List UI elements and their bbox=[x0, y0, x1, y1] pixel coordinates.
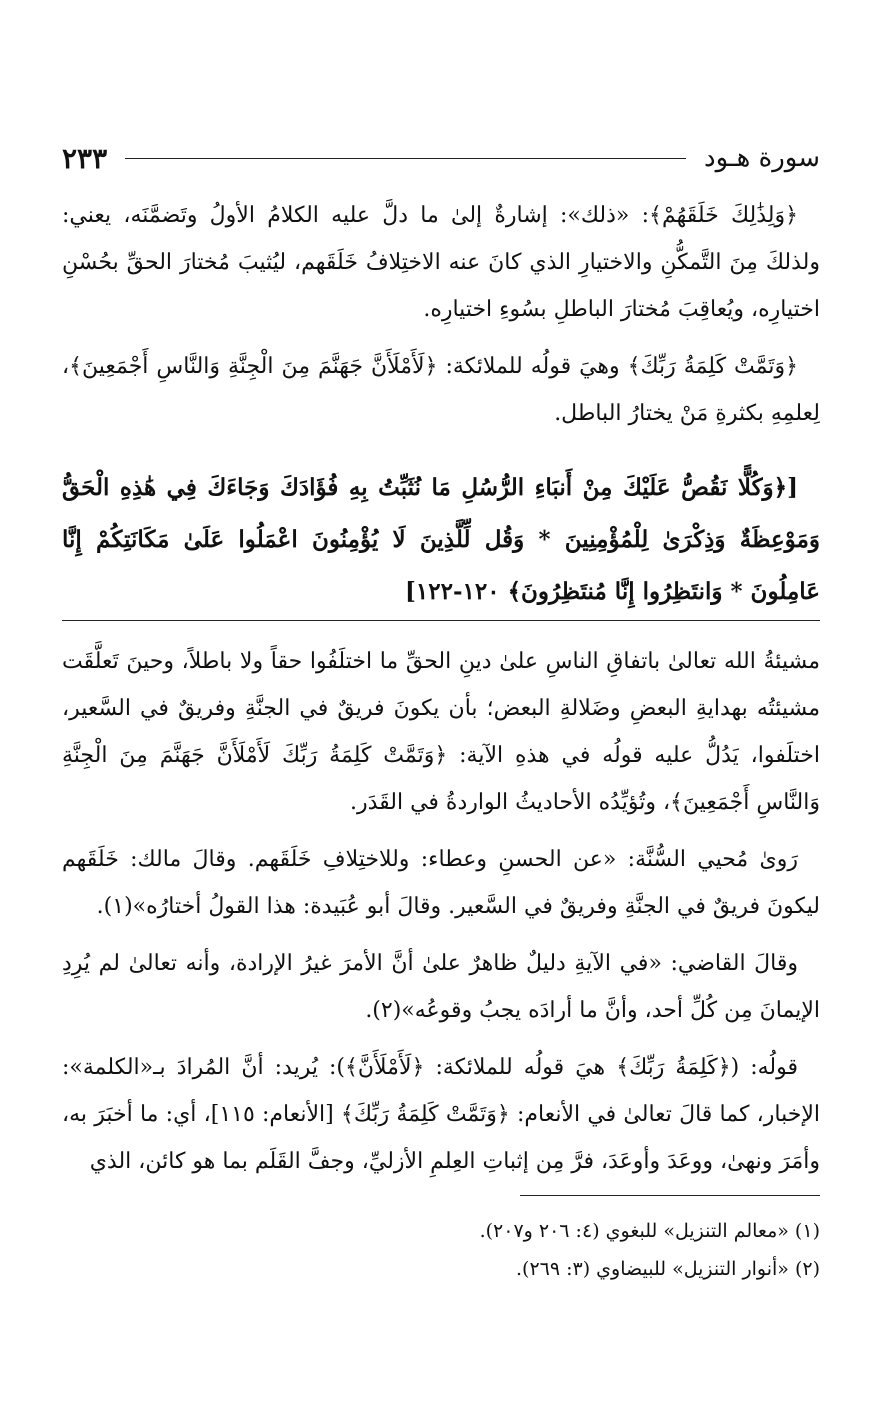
quran-passage bbox=[62, 462, 820, 618]
paragraph: رَوىٰ مُحيي السُّنَّة: «عن الحسنِ وعطاء: وللاختِلافِ خَلَقَهم. وقالَ مالك: خَلَقَهم ليكونَ فريقٌ في الجنَّةِ وفريقٌ في السَّعير. وقالَ أبو عُبَيدة: هذا القولُ أختارُه»(١). bbox=[62, 847, 820, 919]
paragraph: ﴿وَتَمَّتْ كَلِمَةُ رَبِّكَ﴾ وهيَ قولُه للملائكة: ﴿لَأَمْلَأَنَّ جَهَنَّمَ مِنَ الْجِنَّةِ وَالنَّاسِ أَجْمَعِينَ﴾، لِعلمِهِ بكثرةِ مَنْ يختارُ الباطل. bbox=[62, 354, 820, 426]
commentary-section bbox=[62, 638, 820, 1185]
footnote: (٢) «أنوار التنزيل» للبيضاوي (٣: ٢٦٩). bbox=[515, 1258, 820, 1280]
paragraph: ﴿وَلِذَٰلِكَ خَلَقَهُمْ﴾: «ذلك»: إشارةٌ إلىٰ ما دلَّ عليه الكلامُ الأولُ وتَضمَّنَه، يعني: ولذلكَ مِنَ التَّمكُّنِ والاختيارِ الذي كانَ عنه الاختِلافُ خَلَقَهم، ليُثيبَ مُختارَ الحقِّ بحُسْنِ اختيارِه، ويُعاقِبَ مُختارَ الباطلِ بسُوءِ اختيارِه. bbox=[62, 203, 820, 322]
paragraph: وقالَ القاضي: «في الآيةِ دليلٌ ظاهرٌ علىٰ أنَّ الأمرَ غيرُ الإرادة، وأنه تعالىٰ لم يُرِدِ الإيمانَ مِن كُلِّ أحد، وأنَّ ما أرادَه يجبُ وقوعُه»(٢). bbox=[62, 951, 820, 1023]
header-rule bbox=[125, 158, 686, 159]
paragraph: مشيئةُ الله تعالىٰ باتفاقِ الناسِ علىٰ دينِ الحقِّ ما اختلَفُوا حقاً ولا باطلاً، وحينَ تَعلَّقَت مشيئتُه بهدايةِ البعضِ وضَلالةِ البعض؛ بأن يكونَ فريقٌ في الجنَّةِ وفريقٌ في السَّعير، اختلَفوا، يَدُلُّ عليه قولُه في هذهِ الآية: ﴿وَتَمَّتْ كَلِمَةُ رَبِّكَ لَأَمْلَأَنَّ جَهَنَّمَ مِنَ الْجِنَّةِ وَالنَّاسِ أَجْمَعِينَ﴾، وتُؤيِّدُه الأحاديثُ الواردةُ في القَدَر. bbox=[62, 649, 820, 815]
surah-title: سورة هـود bbox=[704, 143, 820, 173]
section-divider bbox=[62, 620, 820, 621]
top-commentary bbox=[62, 192, 820, 437]
paragraph: قولُه: (﴿كَلِمَةُ رَبِّكَ﴾ هيَ قولُه للملائكة: ﴿لَأَمْلَأَنَّ﴾): يُريد: أنَّ المُرادَ بـ«الكلمة»: الإخبار، كما قالَ تعالىٰ في الأنعام: ﴿وَتَمَّتْ كَلِمَةُ رَبِّكَ﴾ [الأنعام: ١١٥]، أي: ما أخبَرَ به، وأمَرَ ونهىٰ، ووعَدَ وأوعَدَ، فرَّ مِن إثباتِ العِلمِ الأزليِّ، وجفَّ القَلَم بما هو كائن، الذي bbox=[62, 1055, 820, 1174]
page-header bbox=[62, 138, 820, 178]
quran-verses: [﴿وَكُلًّا نَقُصُّ عَلَيْكَ مِنْ أَنبَاءِ الرُّسُلِ مَا نُثَبِّتُ بِهِ فُؤَادَكَ وَجَاءَكَ فِي هَٰذِهِ الْحَقُّ وَمَوْعِظَةٌ وَذِكْرَىٰ لِلْمُؤْمِنِينَ * وَقُل لِّلَّذِينَ لَا يُؤْمِنُونَ اعْمَلُوا عَلَىٰ مَكَانَتِكُمْ إِنَّا عَامِلُونَ * وَانتَظِرُوا إِنَّا مُنتَظِرُونَ﴾ ١٢٠-١٢٢] bbox=[62, 474, 820, 605]
footnotes bbox=[62, 1212, 820, 1288]
page-number: ٢٣٣ bbox=[62, 141, 108, 175]
footnote-rule bbox=[520, 1195, 820, 1196]
footnote: (١) «معالم التنزيل» للبغوي (٤: ٢٠٦ و٢٠٧). bbox=[479, 1220, 820, 1242]
